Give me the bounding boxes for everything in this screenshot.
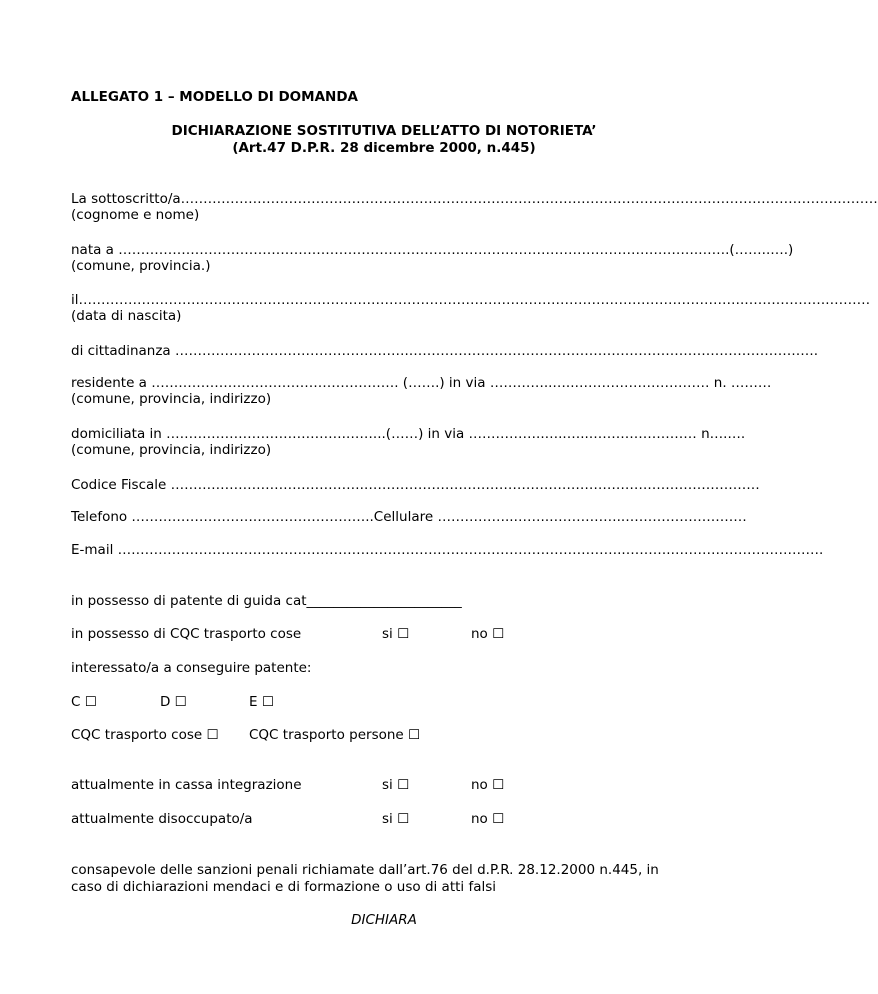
residente-hint: (comune, provincia, indirizzo) <box>71 391 272 407</box>
patente-d-checkbox[interactable]: D ☐ <box>160 694 187 710</box>
consapevole-text-line1: consapevole delle sanzioni penali richiamate dall’art.76 del d.P.R. 28.12.2000 n.445, in <box>71 862 659 878</box>
cassa-si-checkbox[interactable]: si ☐ <box>382 777 410 793</box>
cqc-possesso-no-checkbox[interactable]: no ☐ <box>471 626 505 642</box>
document-title: DICHIARAZIONE SOSTITUTIVA DELL’ATTO DI NOTORIETA’ <box>171 123 597 139</box>
cassa-no-checkbox[interactable]: no ☐ <box>471 777 505 793</box>
cqc-cose-checkbox[interactable]: CQC trasporto cose ☐ <box>71 727 219 743</box>
telefono-field[interactable]: Telefono ……………………….……………………..Cellulare ……………..……..……………..……………………… <box>71 509 747 525</box>
allegato-heading: ALLEGATO 1 – MODELLO DI DOMANDA <box>71 89 358 105</box>
cqc-possesso-si-checkbox[interactable]: si ☐ <box>382 626 410 642</box>
cqc-possesso-label: in possesso di CQC trasporto cose <box>71 626 302 642</box>
disoccupato-no-checkbox[interactable]: no ☐ <box>471 811 505 827</box>
disoccupato-label: attualmente disoccupato/a <box>71 811 253 827</box>
data-nascita-field[interactable]: il………………………………………………………………………………………………………………………………….……………….……… <box>71 292 871 308</box>
domiciliata-field[interactable]: domiciliata in ………………………………….……...(……) in via ……………..…..…..…………………… n….…. <box>71 426 746 442</box>
patente-c-checkbox[interactable]: C ☐ <box>71 694 97 710</box>
nata-field[interactable]: nata a ………………………………………………………………….…………………………………….……….…….(……..….) <box>71 242 794 258</box>
cittadinanza-field[interactable]: di cittadinanza …………………………………………….………………………………………………………………………………. <box>71 343 819 359</box>
sottoscritto-hint: (cognome e nome) <box>71 207 200 223</box>
cqc-persone-checkbox[interactable]: CQC trasporto persone ☐ <box>249 727 421 743</box>
interessato-label: interessato/a a conseguire patente: <box>71 660 312 676</box>
email-field[interactable]: E-mail …………………………………………………………………………………………………..……….……………………………. <box>71 542 824 558</box>
sottoscritto-field[interactable]: La sottoscritto/a………………………………………………………………………………………………………………………………..……… <box>71 191 878 207</box>
domiciliata-hint: (comune, provincia, indirizzo) <box>71 442 272 458</box>
cassa-integrazione-label: attualmente in cassa integrazione <box>71 777 302 793</box>
document-subtitle: (Art.47 D.P.R. 28 dicembre 2000, n.445) <box>232 140 536 156</box>
nata-hint: (comune, provincia.) <box>71 258 211 274</box>
dichiara-heading: DICHIARA <box>351 912 417 928</box>
patente-field[interactable]: in possesso di patente di guida cat_______________________ <box>71 593 462 609</box>
residente-field[interactable]: residente a ………………………………………………. (…….) in via …………..…..………………………… n. ……… <box>71 375 772 391</box>
patente-e-checkbox[interactable]: E ☐ <box>249 694 274 710</box>
codice-fiscale-field[interactable]: Codice Fiscale …………………………………….……………………………………………………….…………………… <box>71 477 760 493</box>
consapevole-text-line2: caso di dichiarazioni mendaci e di formazione o uso di atti falsi <box>71 879 497 895</box>
disoccupato-si-checkbox[interactable]: si ☐ <box>382 811 410 827</box>
data-nascita-hint: (data di nascita) <box>71 308 182 324</box>
